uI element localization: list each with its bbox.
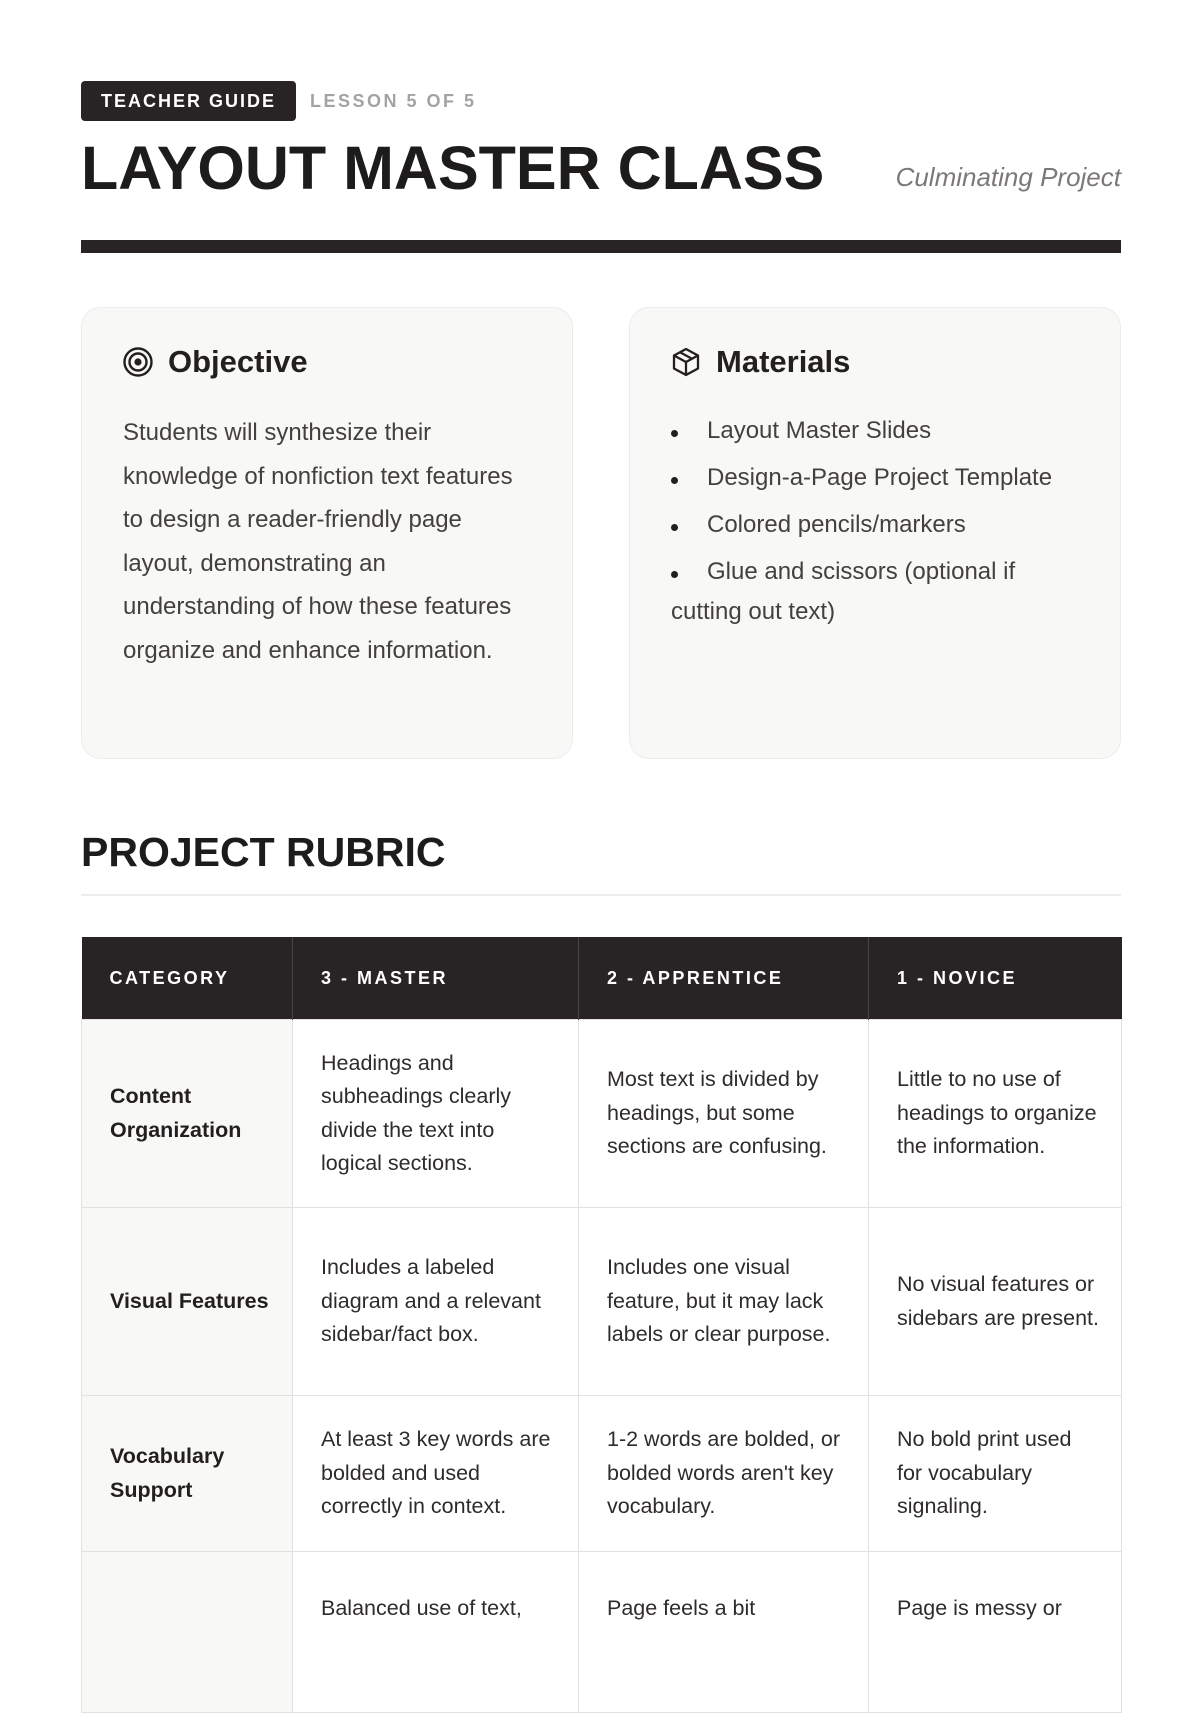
materials-card <box>629 307 1121 759</box>
table-row <box>82 1552 1122 1713</box>
objective-card <box>81 307 573 759</box>
header-master: 3 - MASTER <box>293 937 579 1020</box>
cell-apprentice: Includes one visual feature, but it may lack labels or clear purpose. <box>579 1208 869 1396</box>
row-category: Vocabulary Support <box>82 1396 293 1552</box>
header-apprentice: 2 - APPRENTICE <box>579 937 869 1020</box>
cell-master: At least 3 key words are bolded and used correctly in context. <box>293 1396 579 1552</box>
table-row <box>82 1020 1122 1208</box>
box-icon <box>670 346 702 378</box>
table-row <box>82 1396 1122 1552</box>
title-row <box>81 136 1121 200</box>
target-icon <box>122 346 154 378</box>
materials-heading <box>670 344 850 380</box>
cell-master: Headings and subheadings clearly divide the text into logical sections. <box>293 1020 579 1208</box>
cell-novice: No visual features or sidebars are present. <box>869 1208 1122 1396</box>
page-subtitle: Culminating Project <box>895 162 1121 192</box>
section-divider <box>81 894 1121 896</box>
cell-master: Balanced use of text, <box>293 1552 579 1713</box>
cell-apprentice: Most text is divided by headings, but some sections are confusing. <box>579 1020 869 1208</box>
objective-heading-label: Objective <box>168 344 308 379</box>
header-category: CATEGORY <box>82 937 293 1020</box>
table-row <box>82 1208 1122 1396</box>
materials-list <box>671 411 1091 639</box>
cell-apprentice: 1-2 words are bolded, or bolded words aren't key vocabulary. <box>579 1396 869 1552</box>
materials-heading-label: Materials <box>716 344 851 379</box>
row-category: Visual Features <box>82 1208 293 1396</box>
row-category: Content Organization <box>82 1020 293 1208</box>
list-item: Layout Master Slides <box>671 411 1091 451</box>
rubric-title: PROJECT RUBRIC <box>81 829 446 875</box>
rubric-table <box>81 937 1122 1713</box>
cell-novice: No bold print used for vocabulary signaling. <box>869 1396 1122 1552</box>
header-divider <box>81 240 1121 253</box>
list-item: Glue and scissors (optional if cutting out text) <box>671 552 1091 632</box>
row-category <box>82 1552 293 1713</box>
cell-master: Includes a labeled diagram and a relevant sidebar/fact box. <box>293 1208 579 1396</box>
cell-novice: Page is messy or <box>869 1552 1122 1713</box>
page-title: LAYOUT MASTER CLASS <box>81 134 825 202</box>
cell-apprentice: Page feels a bit <box>579 1552 869 1713</box>
table-header-row <box>82 937 1122 1020</box>
objective-heading <box>122 344 308 380</box>
list-item: Colored pencils/markers <box>671 505 1091 545</box>
list-item: Design-a-Page Project Template <box>671 458 1091 498</box>
objective-text: Students will synthesize their knowledge of nonfiction text features to design a reader-friendly page layout, demonstrating an understanding of how these features organize and enhance information. <box>123 419 513 664</box>
header-meta <box>81 81 477 121</box>
teacher-guide-badge: TEACHER GUIDE <box>81 81 296 121</box>
lesson-indicator: LESSON 5 OF 5 <box>310 90 477 111</box>
header-novice: 1 - NOVICE <box>869 937 1122 1020</box>
cell-novice: Little to no use of headings to organize the information. <box>869 1020 1122 1208</box>
